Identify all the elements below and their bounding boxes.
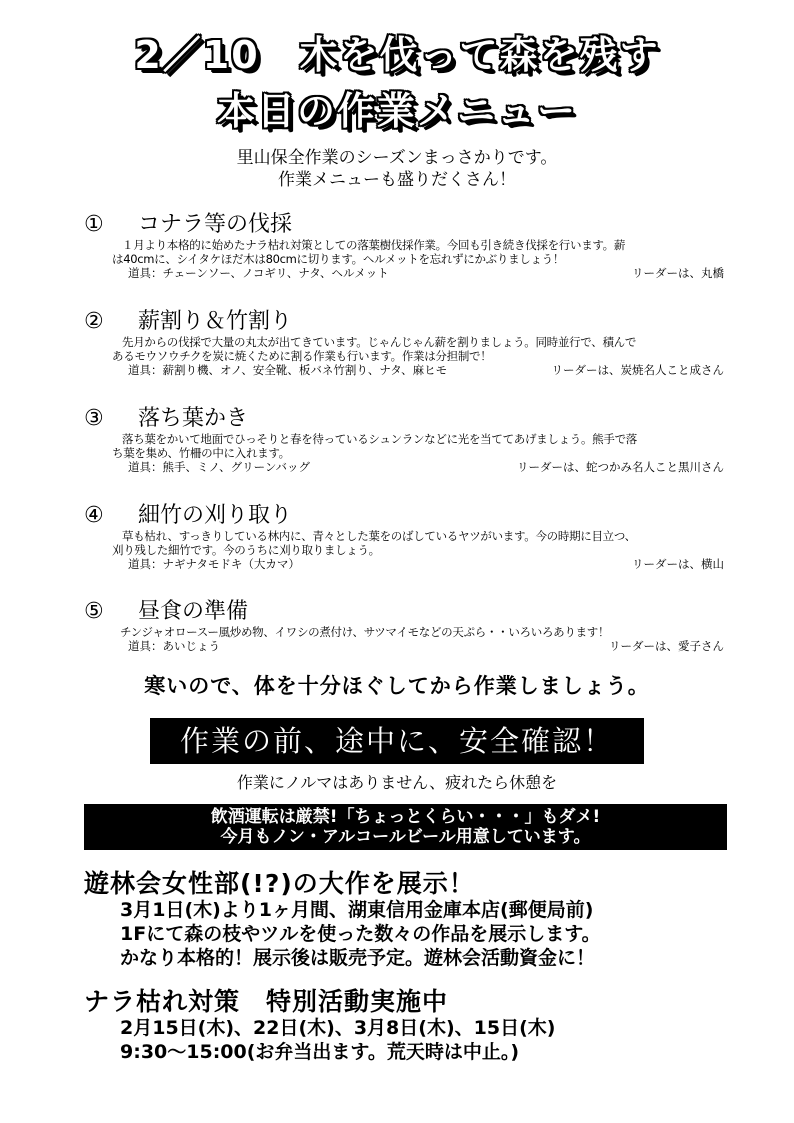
item-number: ④ bbox=[84, 503, 104, 528]
item-desc-line: 落ち葉をかいて地面でひっそりと春を待っているシュンランなどに光を当ててあげましょう。熊手で落 bbox=[122, 432, 637, 446]
item-desc-line: ち葉を集め、竹柵の中に入れます。 bbox=[112, 446, 290, 460]
item-desc-line: １月より本格的に始めたナラ枯れ対策としての落葉樹伐採作業。今回も引き続き伐採を行います。薪 bbox=[122, 238, 626, 252]
menu-item-5-heading bbox=[84, 599, 248, 625]
item-number: ③ bbox=[84, 406, 104, 431]
item-title: 細竹の刈り取り bbox=[138, 503, 293, 528]
item-tools: 道具：あいじょう bbox=[128, 639, 220, 653]
item-leader: リーダーは、愛子さん bbox=[609, 639, 724, 653]
rest-note: 作業にノルマはありません、疲れたら休憩を bbox=[236, 773, 558, 792]
exhibit-line-3: かなり本格的！展示後は販売予定。遊林会活動資金に！ bbox=[120, 947, 596, 969]
item-leader: リーダーは、丸橋 bbox=[632, 266, 724, 280]
item-number: ② bbox=[84, 309, 104, 334]
nara-time: 9:30〜15:00(お弁当出ます。荒天時は中止。) bbox=[120, 1041, 520, 1063]
item-desc-line: チンジャオロースー風炒め物、イワシの煮付け、サツマイモなどの天ぷら・・いろいろあります！ bbox=[120, 625, 610, 639]
item-title: コナラ等の伐採 bbox=[138, 212, 293, 237]
item-tools: 道具：ナギナタモドキ（大カマ） bbox=[128, 557, 300, 571]
item-title: 昼食の準備 bbox=[138, 599, 249, 624]
nara-dates: 2月15日(木)、22日(木)、3月8日(木)、15日(木) bbox=[120, 1017, 556, 1039]
menu-item-1-heading bbox=[84, 212, 292, 238]
nara-heading: ナラ枯れ対策 特別活動実施中 bbox=[84, 987, 449, 1016]
menu-item-4-heading bbox=[84, 503, 292, 529]
item-desc-line: 草も枯れ、すっきりしている林内に、青々とした葉をのばしているヤツがいます。今の時期に目立つ、 bbox=[122, 529, 636, 543]
item-number: ⑤ bbox=[84, 599, 104, 624]
item-leader: リーダーは、蛇つかみ名人こと黒川さん bbox=[517, 460, 724, 474]
item-desc-line: は40cmに、シイタケほだ木は80cmに切ります。ヘルメットを忘れずにかぶりましょう！ bbox=[112, 252, 565, 266]
item-title: 落ち葉かき bbox=[138, 406, 249, 431]
item-desc-line: 先月からの伐採で大量の丸太が出てきています。じゃんじゃん薪を割りましょう。同時並行で、積んで bbox=[122, 335, 637, 349]
item-number: ① bbox=[84, 212, 104, 237]
exhibit-line-2: 1Fにて森の枝やツルを使った数々の作品を展示します。 bbox=[120, 923, 601, 945]
intro-line-2: 作業メニューも盛りだくさん！ bbox=[278, 170, 516, 190]
page-title: 2／10 木を伐って森を残す bbox=[134, 33, 660, 77]
drink-banner-line-1: 飲酒運転は厳禁!「ちょっとくらい・・・」もダメ! bbox=[210, 807, 601, 827]
exhibit-line-1: 3月1日(木)より1ヶ月間、湖東信用金庫本店(郵便局前) bbox=[120, 899, 594, 921]
item-tools: 道具：チェーンソー、ノコギリ、ナタ、ヘルメット bbox=[128, 266, 389, 280]
item-desc-line: あるモウソウチクを炭に焼くために割る作業も行います。作業は分担制で！ bbox=[112, 349, 492, 363]
item-leader: リーダーは、横山 bbox=[632, 557, 724, 571]
menu-item-3-heading bbox=[84, 406, 248, 432]
drink-banner-line-2: 今月もノン・アルコールビール用意しています。 bbox=[220, 827, 591, 847]
item-desc-line: 刈り残した細竹です。今のうちに刈り取りましょう。 bbox=[112, 543, 380, 557]
intro-line-1: 里山保全作業のシーズンまっさかりです。 bbox=[236, 148, 558, 168]
page-subtitle: 本日の作業メニュー bbox=[216, 89, 577, 133]
item-title: 薪割り＆竹割り bbox=[138, 309, 293, 334]
safety-banner: 作業の前、途中に、安全確認！ bbox=[150, 718, 644, 764]
menu-item-2-heading bbox=[84, 309, 292, 335]
item-tools: 道具：熊手、ミノ、グリーンバッグ bbox=[128, 460, 311, 474]
item-leader: リーダーは、炭焼名人こと成さん bbox=[551, 363, 724, 377]
exhibit-heading: 遊林会女性部(!?)の大作を展示！ bbox=[84, 869, 475, 898]
drink-driving-banner bbox=[84, 804, 727, 850]
warmup-note: 寒いので、体を十分ほぐしてから作業しましょう。 bbox=[144, 674, 650, 698]
item-tools: 道具：薪割り機、オノ、安全靴、板バネ竹割り、ナタ、麻ヒモ bbox=[128, 363, 448, 377]
